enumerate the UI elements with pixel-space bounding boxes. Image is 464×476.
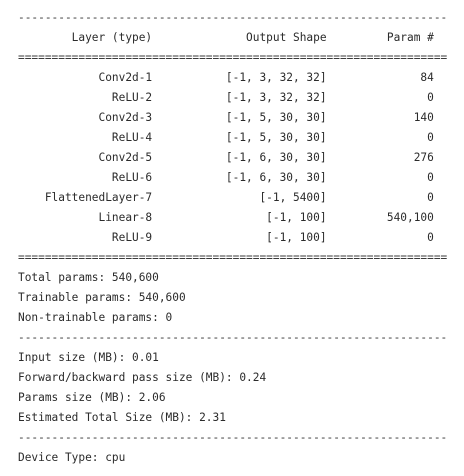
device-type: Device Type: cpu (18, 451, 126, 464)
table-row: Linear-8 [-1, 100] 540,100 (18, 211, 434, 224)
rule-dashed: ---------------------------------------------------------------- (18, 431, 448, 444)
size-summary-line: Params size (MB): 2.06 (18, 391, 166, 404)
rule-double: ================================================================ (18, 251, 448, 264)
table-row: ReLU-4 [-1, 5, 30, 30] 0 (18, 131, 434, 144)
rule-dashed: ---------------------------------------------------------------- (18, 11, 448, 24)
size-summary-line: Forward/backward pass size (MB): 0.24 (18, 371, 267, 384)
table-row: ReLU-2 [-1, 3, 32, 32] 0 (18, 91, 434, 104)
rule-dashed: ---------------------------------------------------------------- (18, 331, 448, 344)
table-row: FlattenedLayer-7 [-1, 5400] 0 (18, 191, 434, 204)
table-header: Layer (type) Output Shape Param # (18, 31, 434, 44)
table-row: Conv2d-5 [-1, 6, 30, 30] 276 (18, 151, 434, 164)
model-summary-output (18, 8, 447, 468)
table-row: Conv2d-1 [-1, 3, 32, 32] 84 (18, 71, 434, 84)
table-row: Conv2d-3 [-1, 5, 30, 30] 140 (18, 111, 434, 124)
params-summary-line: Trainable params: 540,600 (18, 291, 186, 304)
table-row: ReLU-6 [-1, 6, 30, 30] 0 (18, 171, 434, 184)
rule-double: ================================================================ (18, 51, 448, 64)
table-row: ReLU-9 [-1, 100] 0 (18, 231, 434, 244)
size-summary-line: Input size (MB): 0.01 (18, 351, 159, 364)
params-summary-line: Non-trainable params: 0 (18, 311, 173, 324)
params-summary-line: Total params: 540,600 (18, 271, 159, 284)
size-summary-line: Estimated Total Size (MB): 2.31 (18, 411, 226, 424)
